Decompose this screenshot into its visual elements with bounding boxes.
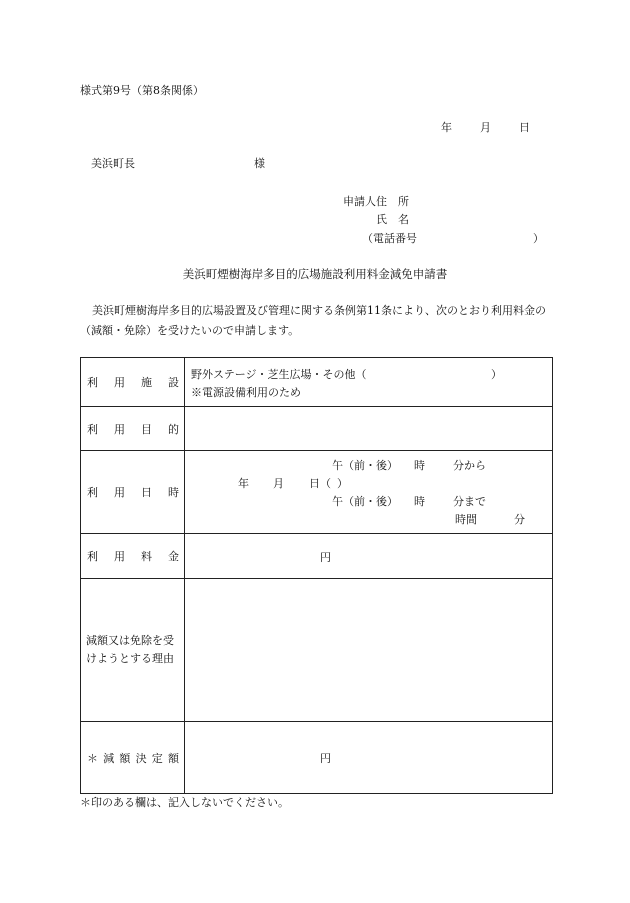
datetime-day: 日（ <box>309 477 331 490</box>
reason-row <box>81 579 553 722</box>
decision-row <box>81 722 553 794</box>
datetime-day-close: ） <box>337 477 348 490</box>
form-number: 様式第9号（第8条関係） <box>80 84 204 97</box>
datetime-year: 年 <box>238 477 249 490</box>
applicant-name-label: 氏 名 <box>376 213 409 226</box>
facility-label: 利 用 施 設 <box>81 358 185 407</box>
facility-options: 野外ステージ・芝生広場・その他（ <box>191 368 367 381</box>
datetime-label: 利 用 日 時 <box>81 451 185 534</box>
datetime-to-min: 分まで <box>453 495 486 508</box>
addressee-name: 美浜町長 <box>91 157 135 170</box>
addressee-honorific: 様 <box>254 157 265 170</box>
decision-label: ＊ 減 額 決 定 額 <box>81 722 185 794</box>
datetime-to-hour: 時 <box>414 495 425 508</box>
date-line <box>0 119 530 135</box>
datetime-from-hour: 時 <box>414 459 425 472</box>
datetime-from-ampm: 午（前・後） <box>332 459 398 472</box>
date-year-label: 年 <box>441 121 452 134</box>
applicant-phone-close: ） <box>533 232 544 245</box>
purpose-row <box>81 407 553 451</box>
date-day-label: 日 <box>519 121 530 134</box>
body-paragraph: 美浜町煙樹海岸多目的広場設置及び管理に関する条例第11条により、次のとおり利用料金の（減額・免除）を受けたいので申請します。 <box>80 304 546 337</box>
facility-row <box>81 358 553 407</box>
datetime-row <box>81 451 553 534</box>
datetime-to-ampm: 午（前・後） <box>332 495 398 508</box>
facility-value[interactable] <box>185 358 553 407</box>
fee-value[interactable] <box>185 534 553 579</box>
footnote: ＊印のある欄は、記入しないでください。 <box>80 796 289 809</box>
date-month-label: 月 <box>480 121 491 134</box>
datetime-value[interactable] <box>185 451 553 534</box>
document-title: 美浜町煙樹海岸多目的広場施設利用料金減免申請書 <box>182 267 448 281</box>
facility-options-close: ） <box>491 368 502 381</box>
purpose-value[interactable] <box>185 407 553 451</box>
decision-unit: 円 <box>320 752 331 765</box>
datetime-from-min: 分から <box>453 459 486 472</box>
fee-unit: 円 <box>320 551 331 564</box>
facility-note: ※電源設備利用のため <box>191 386 301 399</box>
applicant-address-label: 申請人住 所 <box>343 195 409 208</box>
decision-value <box>185 722 553 794</box>
applicant-phone-label: （電話番号 <box>362 232 417 245</box>
fee-label: 利 用 料 金 <box>81 534 185 579</box>
reason-label: 減額又は免除を受けようとする理由 <box>81 579 185 722</box>
datetime-month: 月 <box>273 477 284 490</box>
reason-value[interactable] <box>185 579 553 722</box>
fee-row <box>81 534 553 579</box>
datetime-duration-hours: 時間 <box>455 513 477 526</box>
application-table <box>80 357 553 794</box>
purpose-label: 利 用 目 的 <box>81 407 185 451</box>
datetime-duration-min: 分 <box>514 513 525 526</box>
